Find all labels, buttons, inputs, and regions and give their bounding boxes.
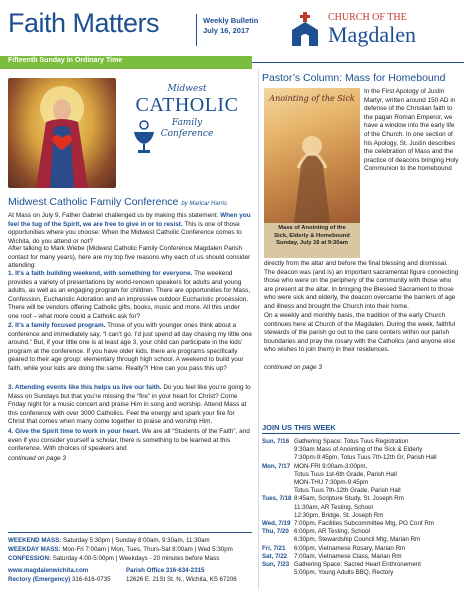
reason-2 xyxy=(8,322,252,374)
event-lines xyxy=(294,545,460,553)
event-day: Wed, 7/19 xyxy=(262,520,291,528)
left-continued: continued on page 3 xyxy=(8,455,66,462)
event-line: 6:00pm, AR Testing, School xyxy=(294,528,370,536)
event-line: 5:00pm, Young Adults BBQ, Rectory xyxy=(294,569,394,577)
event-line: Gathering Space: Sacred Heart Enthronement xyxy=(294,561,421,569)
pastor-wide-text: directly from the altar and before the final blessing and dismissal. The deacon was (and is) an important sacramental figure connecting those who were on the periphery of the community with those who are present at the altar. In bringing the Blessed Sacrament to those who were sick and elderly, the deacon overcame the barriers of age and illness and brought the Church into their home. xyxy=(264,260,459,310)
event-lines xyxy=(294,463,460,496)
mcfc-logo-family: Family xyxy=(171,118,203,128)
mcfc-logo-line2: CATHOLIC xyxy=(135,94,239,116)
event-line: 7:00am, Vietnamese Class, Marian Rm xyxy=(294,552,402,560)
reason-4-text: We are all “Students of the Faith”, and even if you consider yourself a scholar, there is something to be learned at this conference. With choices of speakers and xyxy=(8,428,250,453)
church-logo-icon xyxy=(290,12,320,46)
weekday-mass-line xyxy=(8,546,233,554)
join-us-title: JOIN US THIS WEEK xyxy=(262,423,336,432)
reason-2-text: Those of you with younger ones think about a conference and immediately say, “I can’t go. I’d just spend all day chasing my little one around.” But, if your little one is at least age 3, your child can participate in the kids’ program at the conference. If you have older kids, there are programs specifically geared to their age group: elementary through high school. A weekend to build your faith, while your kids are doing the same. Really?! How can you pass this up? xyxy=(8,322,252,372)
event-lines xyxy=(294,553,460,561)
events-list xyxy=(262,438,460,577)
reason-1-text: The weekend provides a variety of presentations by world-renown speakers for adults and young adults, as well as an engaging program for children. There are opportunities for Mass, Confession, Eucharistic Adoration and an impressive outdoor Eucharistic procession. There will be vendors offering Catholic gifts, books, music and more. All this under one roof – what more could a Catholic ask for? xyxy=(8,270,251,320)
left-article-byline: by Maricar Harris xyxy=(181,201,227,207)
event-line: 6:00pm, Vietnamese Rosary, Marian Rm xyxy=(294,544,406,552)
event-row xyxy=(262,495,460,520)
masthead-title: Faith Matters xyxy=(8,8,160,38)
mcfc-logo-line1: Midwest xyxy=(167,84,207,94)
event-row xyxy=(262,520,460,528)
anointing-caption xyxy=(264,223,360,258)
chalice-icon xyxy=(130,120,158,154)
event-lines xyxy=(294,561,460,577)
intro-rest: This is one of those opportunities where you choose: When the Midwest Catholic Conference comes to Wichita, do you attend or not? xyxy=(8,220,242,245)
confession-line xyxy=(8,555,219,563)
event-line: 7:30pm-9:45pm, Totus Tuus 7th-12th Gr, Parish Hall xyxy=(294,454,437,462)
left-article-title xyxy=(8,196,252,208)
left-intro-paragraph xyxy=(8,212,252,246)
liturgical-day: Fifteenth Sunday in Ordinary Time xyxy=(8,57,123,64)
event-line: 9:30am Mass of Anointing of the Sick & Elderly xyxy=(294,446,423,454)
sacred-heart-painting xyxy=(8,78,116,188)
event-line: Gathering Space: Totus Tuus Registration xyxy=(294,438,409,445)
confession-label: CONFESSION: xyxy=(8,555,51,562)
intro-text: At Mass on July 9, Father Gabriel challenged us by making this statement: xyxy=(8,212,219,219)
event-line: 8:45am, Scripture Study, St. Joseph Rm xyxy=(294,495,404,503)
reason-3-text: Do you feel like you’re going to Mass on Sundays but that you’re missing the “fire” in your heart for Christ? Come Friday night for a music concert and praise Him in song and worship. Attend Mass at this conference with over 3000 Catholics. Feel the energy and spark your fire for Christ that comes when many come together to praise and worship Him. xyxy=(8,384,251,426)
confession-times: Saturday 4:00-5:00pm | Weekdays - 20 minutes before Mass xyxy=(52,555,220,562)
event-line: Totus Tuus 7th-12th Grade, Parish Hall xyxy=(294,487,401,495)
website-url[interactable]: www.magdalenwichita.com xyxy=(8,567,89,574)
event-lines xyxy=(294,528,460,544)
event-lines xyxy=(294,520,460,528)
event-row xyxy=(262,528,460,544)
pastor-p2: On a weekly and monthly basis, the tradition of the early Church continues here at Church of the Magdalen. During the week, faithful stewards of the parish go out to the care centers within our parish boundaries and pray the rosary with the Catholics (and anyone else who wishes to join them) in their residences. xyxy=(264,312,456,354)
weekend-label: WEEKEND MASS: xyxy=(8,537,62,544)
left-article-heading: Midwest Catholic Family Conference xyxy=(8,196,179,208)
event-lines xyxy=(294,495,460,520)
bulletin-date: July 16, 2017 xyxy=(203,26,250,35)
mcfc-logo xyxy=(128,84,246,174)
rectory-label: Rectory (Emergency) xyxy=(8,576,71,583)
website-link[interactable] xyxy=(8,567,88,575)
column-divider xyxy=(258,70,259,590)
anointing-image xyxy=(264,88,360,223)
event-day: Fri, 7/21 xyxy=(262,544,286,552)
reason-1 xyxy=(8,270,252,322)
bulletin-date-block xyxy=(203,16,258,36)
pastor-continued: continued on page 3 xyxy=(264,364,322,371)
pastor-column-text: In the First Apology of Justin Martyr, written around 150 AD in defense of the Christian faith to the pagan Roman Emperor, we have a window into the early life of the Church. In one section of his Apology, St. Justin describes the celebration of Mass and the practice of deacons bringing Holy Communion to the homebound xyxy=(364,88,459,173)
parish-office-line xyxy=(126,567,204,575)
event-day: Sat, 7/22 xyxy=(262,552,288,560)
header-rule xyxy=(252,62,464,63)
liturgical-day-bar xyxy=(0,56,252,69)
event-line: 7:00pm, Facilities Subcommittee Mtg, PO Conf Rm xyxy=(294,520,434,528)
event-line: Totus Tuus 1st-6th Grade, Parish Hall xyxy=(294,470,397,478)
caption-line3: Sunday, July 16 at 9:30am xyxy=(276,240,348,246)
address-line: 12626 E. 21St St. N., Wichita, KS 67206 xyxy=(126,576,237,583)
event-row xyxy=(262,438,460,463)
event-row xyxy=(262,463,460,496)
weekday-times: Mon-Fri 7:00am | Mon, Tues, Thurs-Sat 8:00am | Wed 5:30pm xyxy=(62,546,233,553)
church-name: Magdalen xyxy=(328,22,416,47)
event-day: Mon, 7/17 xyxy=(262,462,291,470)
header-divider xyxy=(196,14,197,46)
bulletin-label: Weekly Bulletin xyxy=(203,16,259,25)
event-row xyxy=(262,545,460,553)
event-day: Tues, 7/18 xyxy=(262,495,292,503)
rectory-phone: 316-616-0735 xyxy=(71,576,111,583)
event-line: MON-FRI 9:00am-3:00pm, xyxy=(294,462,368,470)
event-line: MON-THU 7:30pm-9:45pm xyxy=(294,479,369,487)
caption-line2: Sick, Elderly & Homebound xyxy=(274,232,350,239)
event-lines xyxy=(294,438,460,463)
reason-3-heading: 3. Attending events like this helps us live our faith. xyxy=(8,384,162,391)
join-rule xyxy=(262,433,460,434)
bulletin-header xyxy=(0,0,464,56)
pastor-column-title: Pastor’s Column: Mass for Homebound xyxy=(262,72,446,84)
anointing-image-title: Anointing of the Sick xyxy=(269,94,355,103)
caption-line1: Mass of Anointing of the xyxy=(278,225,346,231)
reason-4 xyxy=(8,428,252,454)
weekday-label: WEEKDAY MASS: xyxy=(8,546,61,553)
rectory-line xyxy=(8,576,111,584)
info-rule xyxy=(8,532,252,533)
event-day: Sun, 7/16 xyxy=(262,438,290,445)
reason-1-heading: 1. It’s a faith building weekend, with something for everyone. xyxy=(8,270,193,277)
event-row xyxy=(262,561,460,577)
event-day: Sun, 7/23 xyxy=(262,561,290,569)
intro-bold: When you feel the tug of the Spirit, we are free to give in or to resist. xyxy=(8,212,251,228)
left-p2: After talking to Mark Wiebe (Midwest Catholic Family Conference Magdalen Parish contact for many years), here are my top five reasons why each of us should consider attending: xyxy=(8,245,251,270)
event-line: 11:30am, AR Testing, School xyxy=(294,503,373,511)
church-of-the-label: CHURCH OF THE xyxy=(328,12,407,23)
event-day: Thu, 7/20 xyxy=(262,528,289,536)
parish-office: Parish Office 316-634-2315 xyxy=(126,567,205,574)
reason-4-heading: 4. Give the Spirit time to work in your heart. xyxy=(8,428,141,435)
event-line: 12:30pm, Bridge, St. Joseph Rm xyxy=(294,511,384,519)
reason-3 xyxy=(8,384,252,427)
mcfc-logo-conference: Conference xyxy=(160,129,214,139)
weekend-times: Saturday 5:30pm | Sunday 8:00am, 9:30am, 11:30am xyxy=(63,537,210,544)
event-line: 6:30pm, Stewardship Council Mtg, Marian Rm xyxy=(294,536,421,544)
reason-2-heading: 2. It’s a family focused program. xyxy=(8,322,106,329)
weekend-mass-line xyxy=(8,537,210,545)
event-row xyxy=(262,553,460,561)
